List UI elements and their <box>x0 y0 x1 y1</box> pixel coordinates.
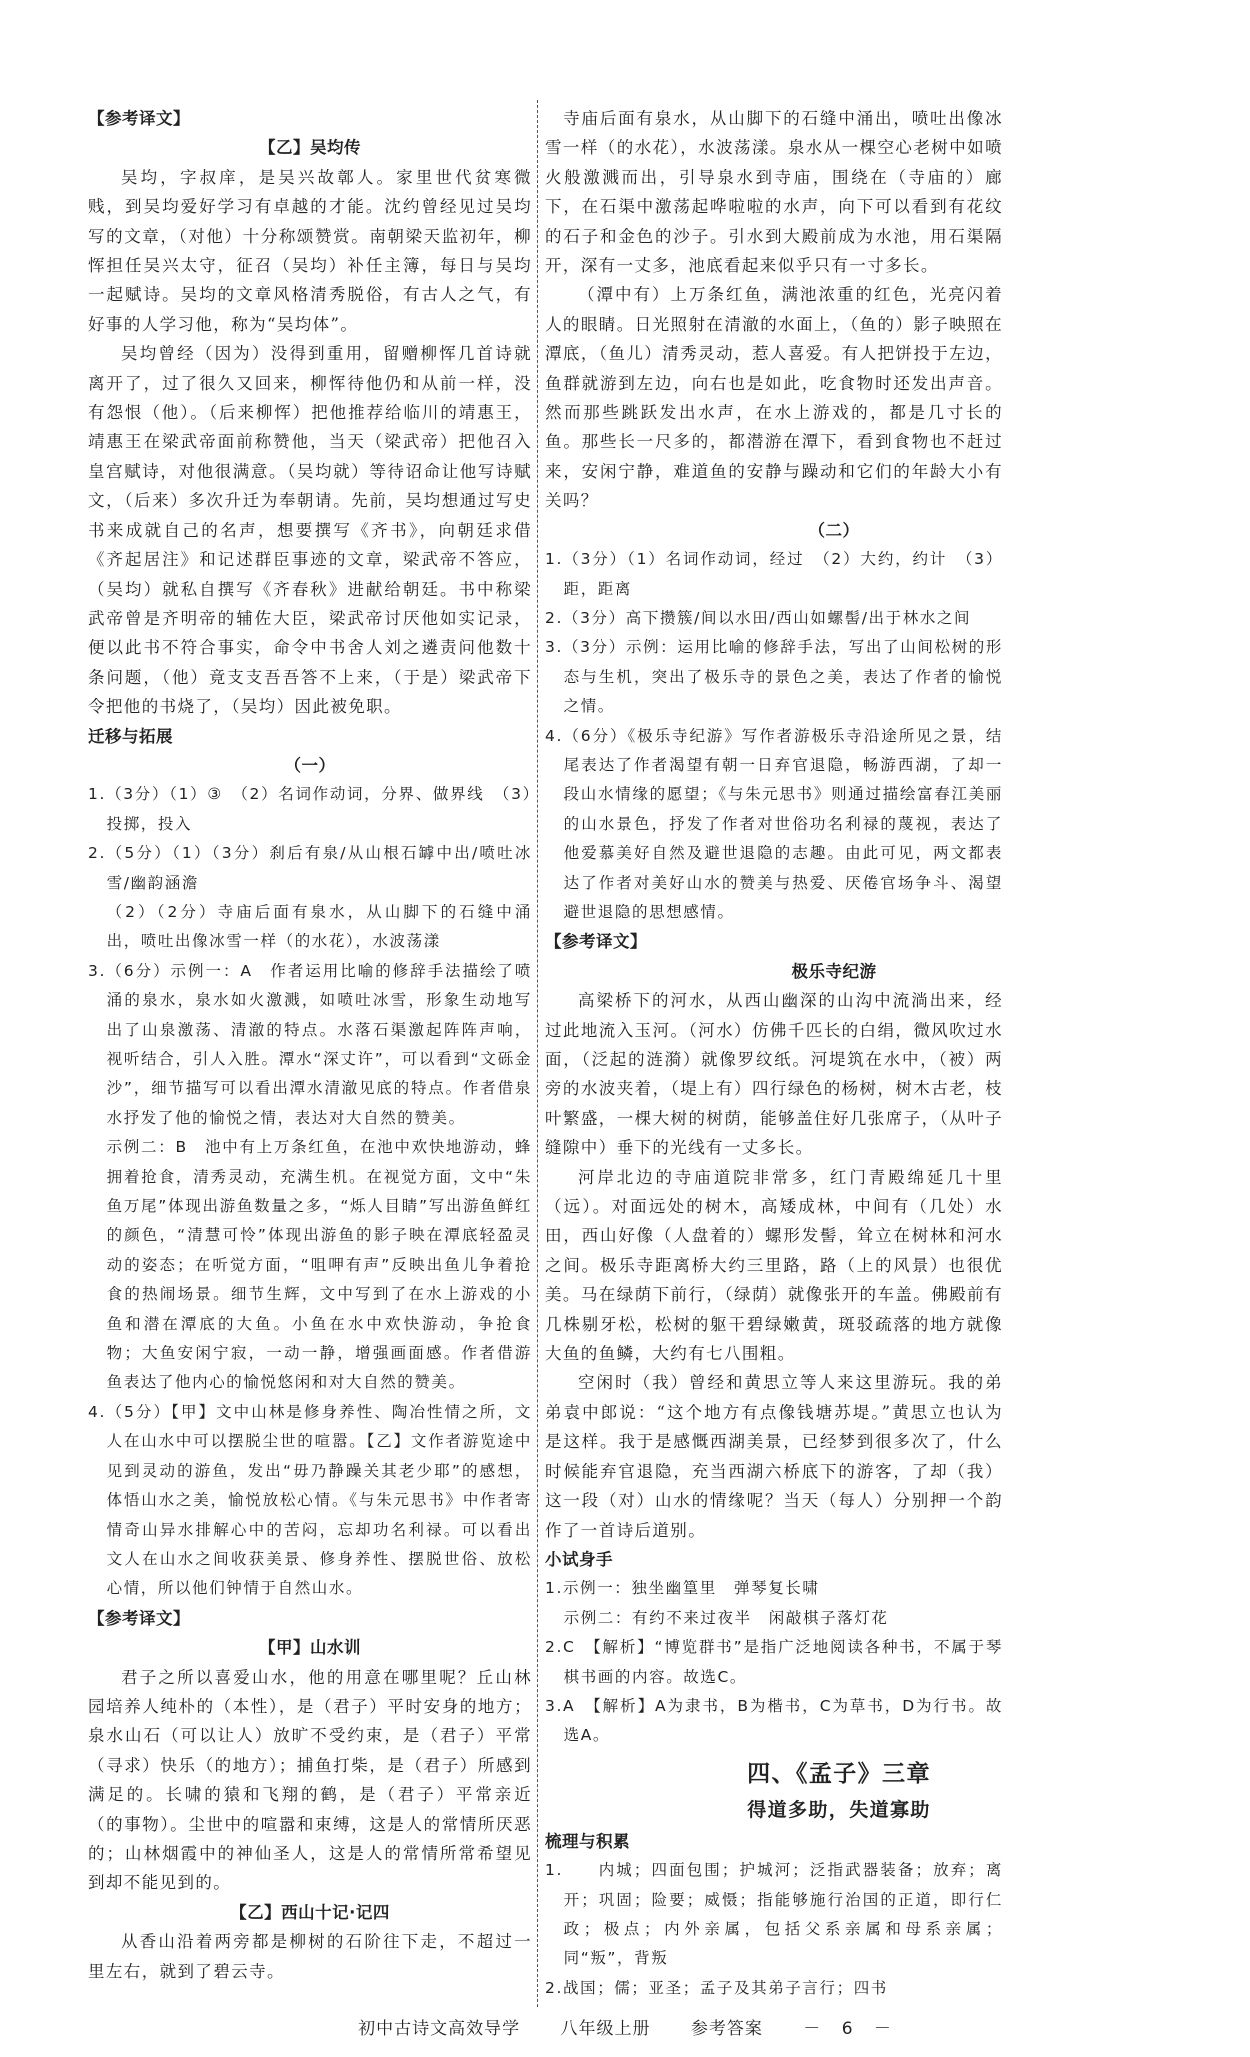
passage-title: 【甲】山水训 <box>259 1638 361 1658</box>
section-heading: 【参考译文】 <box>545 932 647 952</box>
footer-book-title: 初中古诗文高效导学 <box>358 2019 521 2039</box>
answer-continuation: （2）（2分）寺庙后面有泉水，从山脚下的石缝中涌出，喷吐出像冰雪一样（的水花），水波荡漾 <box>106 902 532 951</box>
section-heading: 迁移与拓展 <box>88 726 173 746</box>
answer-item: 1.（3分）（1）③ （2）名词作动词，分界、做界线 （3）投掷，投入 <box>88 785 532 833</box>
paragraph: 吴均，字叔庠，是吴兴故鄣人。家里世代贫寒微贱，到吴均爱好学习有卓越的才能。沈约曾经见过吴均写的文章，（对他）十分称颂赞赏。南朝梁天监初年，柳恽担任吴兴太守，征召（吴均）补任主簿，每日与吴均一起赋诗。吴均的文章风格清秀脱俗，有古人之气，有好事的人学习他，称为“吴均体”。 <box>88 167 532 334</box>
lesson-title: 得道多助，失道寡助 <box>747 1798 931 1821</box>
footer-section: 参考答案 <box>690 2019 763 2039</box>
answer-item: 4.（6分）《极乐寺纪游》写作者游极乐寺沿途所见之景，结尾表达了作者渴望有朝一日弃官退隐，畅游西湖，了却一段山水情缘的愿望；《与朱元思书》则通过描绘富春江美丽的山水景色，抒发了作者对世俗功名利禄的蔑视，表达了他爱慕美好自然及避世退隐的志趣。由此可见，两文都表达了作者对美好山水的赞美与热爱、厌倦官场争斗、渴望避世退隐的思想感情。 <box>545 726 1003 921</box>
section-heading: 小试身手 <box>545 1549 613 1569</box>
answer-item: 3.（3分）示例：运用比喻的修辞手法，写出了山间松树的形态与生机，突出了极乐寺的景色之美，表达了作者的愉悦之情。 <box>545 638 1003 716</box>
section-heading: 【参考译文】 <box>88 109 190 128</box>
passage-title: 【乙】西山十记·记四 <box>230 1902 390 1922</box>
answer-item: 2.C 【解析】“博览群书”是指广泛地阅读各种书，不属于琴棋书画的内容。故选C。 <box>545 1638 1003 1686</box>
answer-item: 4.（5分）【甲】文中山林是修身养性、陶冶性情之所，文人在山水中可以摆脱尘世的喧嚣。【乙】文作者游览途中见到灵动的游鱼，发出“毋乃静躁关其老少耶”的感想，体悟山水之美，愉悦放松心情。《与朱元思书》中作者寄情奇山异水排解心中的苦闷，忘却功名利禄。可以看出文人在山水之间收获美景、修身养性、摆脱世俗、放松心情，所以他们钟情于自然山水。 <box>88 1402 532 1598</box>
answer-item: 1. 内城；四面包围；护城河；泛指武器装备；放弃；离开；巩固；险要；威慑；指能够施行治国的正道，即行仁政；极点；内外亲属，包括父系亲属和母系亲属；同“叛”，背叛 <box>545 1861 1003 1968</box>
section-heading: 梳理与积累 <box>545 1831 630 1851</box>
answer-item: 3.（6分）示例一：A 作者运用比喻的修辞手法描绘了喷涌的泉水，泉水如火激溅，如喷吐冰雪，形象生动地写出了山泉激荡、清澈的特点。水落石渠激起阵阵声响，视听结合，引人入胜。潭水“深丈许”，可以看到“文砾金沙”，细节描写可以看出潭水清澈见底的特点。作者借泉水抒发了他的愉悦之情，表达对大自然的赞美。 <box>88 961 532 1127</box>
page-footer <box>300 2017 950 2041</box>
paragraph: 吴均曾经（因为）没得到重用，留赠柳恽几首诗就离开了，过了很久又回来，柳恽待他仍和从前一样，没有怨恨（他）。（后来柳恽）把他推荐给临川的靖惠王，靖惠王在梁武帝面前称赞他，当天（梁武帝）把他召入皇宫赋诗，对他很满意。（吴均就）等待诏命让他写诗赋文，（后来）多次升迁为奉朝请。先前，吴均想通过写史书来成就自己的名声，想要撰写《齐书》，向朝廷求借《齐起居注》和记述群臣事迹的文章，梁武帝不答应，（吴均）就私自撰写《齐春秋》进献给朝廷。书中称梁武帝曾是齐明帝的辅佐大臣，梁武帝讨厌他如实记录，便以此书不符合事实，命令中书舍人刘之遴责问他数十条问题，（他）竟支支吾吾答不上来，（于是）梁武帝下令把他的书烧了，（吴均）因此被免职。 <box>88 344 532 717</box>
answer-item: 1.（3分）（1）名词作动词，经过 （2）大约，约计 （3）距，距离 <box>545 550 1003 598</box>
column-divider <box>537 100 538 2007</box>
paragraph: 高梁桥下的河水，从西山幽深的山沟中流淌出来，经过此地流入玉河。（河水）仿佛千匹长的白绢，微风吹过水面，（泛起的涟漪）就像罗纹纸。河堤筑在水中，（被）两旁的水波夹着，（堤上有）四行绿色的杨树，树木古老，枝叶繁盛，一棵大树的树荫，能够盖住好几张席子，（从叶子缝隙中）垂下的光线有一丈多长。 <box>545 991 1003 1158</box>
answer-continuation: 示例二：B 池中有上万条红鱼，在池中欢快地游动，蜂拥着抢食，清秀灵动，充满生机。在视觉方面，文中“朱鱼万尾”体现出游鱼数量之多，“烁人目睛”写出游鱼鲜红的颜色，“清慧可怜”体现出游鱼的影子映在潭底轻盈灵动的姿态；在听觉方面，“咀呷有声”反映出鱼儿争着抢食的热闹场景。细节生辉，文中写到了在水上游戏的小鱼和潜在潭底的大鱼。小鱼在水中欢快游动，争抢食物；大鱼安闲宁寂，一动一静，增强画面感。作者借游鱼表达了他内心的愉悦悠闲和对大自然的赞美。 <box>106 1138 532 1392</box>
paragraph: 从香山沿着两旁都是柳树的石阶往下走，不超过一里左右，就到了碧云寺。 <box>88 1932 532 1981</box>
passage-title: （一） <box>284 755 336 775</box>
passage-title: 【乙】吴均传 <box>259 138 361 158</box>
passage-title: （二） <box>808 520 860 540</box>
passage-title: 极乐寺纪游 <box>791 961 877 981</box>
chapter-title: 四、《孟子》三章 <box>747 1760 931 1787</box>
answer-continuation: 示例二：有约不来过夜半 闲敲棋子落灯花 <box>563 1608 889 1627</box>
answer-item: 2.（3分）高下攒簇/间以水田/西山如螺髻/出于林水之间 <box>545 608 972 627</box>
footer-grade: 八年级上册 <box>560 2019 651 2039</box>
answer-item: 2.战国；儒；亚圣；孟子及其弟子言行；四书 <box>545 1978 888 1997</box>
right-column <box>545 104 1003 2003</box>
page-number: － 6 － <box>803 2019 892 2039</box>
left-column <box>88 104 532 1986</box>
section-heading: 【参考译文】 <box>88 1608 190 1628</box>
paragraph: 空闲时（我）曾经和黄思立等人来这里游玩。我的弟弟袁中郎说：“这个地方有点像钱塘苏堤。”黄思立也认为是这样。我于是感慨西湖美景，已经梦到很多次了，什么时候能弃官退隐，充当西湖六桥底下的游客，了却（我）这一段（对）山水的情缘呢？当天（每人）分别押一个韵作了一首诗后道别。 <box>545 1373 1003 1540</box>
paragraph: （潭中有）上万条红鱼，满池浓重的红色，光亮闪着人的眼睛。日光照射在清澈的水面上，（鱼的）影子映照在潭底，（鱼儿）清秀灵动，惹人喜爱。有人把饼投于左边，鱼群就游到左边，向右也是如此，吃食物时还发出声音。然而那些跳跃发出水声，在水上游戏的，都是几寸长的鱼。那些长一尺多的，都潜游在潭下，看到食物也不赶过来，安闲宁静，难道鱼的安静与躁动和它们的年龄大小有关吗？ <box>545 285 1003 511</box>
paragraph: 君子之所以喜爱山水，他的用意在哪里呢？丘山林园培养人纯朴的（本性），是（君子）平时安身的地方；泉水山石（可以让人）放旷不受约束，是（君子）平常（寻求）快乐（的地方）；捕鱼打柴，是（君子）所感到满足的。长啸的猿和飞翔的鹤，是（君子）平常亲近（的事物）。尘世中的喧嚣和束缚，这是人的常情所厌恶的；山林烟霞中的神仙圣人，这是人的常情所常希望见到却不能见到的。 <box>88 1667 532 1893</box>
answer-item: 3.A 【解析】A为隶书，B为楷书，C为草书，D为行书。故选A。 <box>545 1696 1003 1745</box>
answer-item: 1.示例一：独坐幽篁里 弹琴复长啸 <box>545 1579 820 1598</box>
paragraph: 河岸北边的寺庙道院非常多，红门青殿绵延几十里（远）。对面远处的树木，高矮成林，中间有（几处）水田，西山好像（人盘着的）螺形发髻，耸立在树林和河水之间。极乐寺距离桥大约三里路，路（上的风景）也很优美。马在绿荫下前行，（绿荫）就像张开的车盖。佛殿前有几株剔牙松，松树的躯干碧绿嫩黄，斑驳疏落的地方就像大鱼的鱼鳞，大约有七八围粗。 <box>545 1167 1003 1364</box>
paragraph: 寺庙后面有泉水，从山脚下的石缝中涌出，喷吐出像冰雪一样（的水花），水波荡漾。泉水从一棵空心老树中如喷火般激溅而出，引导泉水到寺庙，围绕在（寺庙的）廊下，在石渠中激荡起哗啦啦的水声，向下可以看到有花纹的石子和金色的沙子。引水到大殿前成为水池，用石渠隔开，深有一丈多，池底看起来似乎只有一寸多长。 <box>545 109 1003 276</box>
answer-item: 2.（5分）（1）（3分）刹后有泉/从山根石罅中出/喷吐冰雪/幽韵涵澹 <box>88 844 532 892</box>
